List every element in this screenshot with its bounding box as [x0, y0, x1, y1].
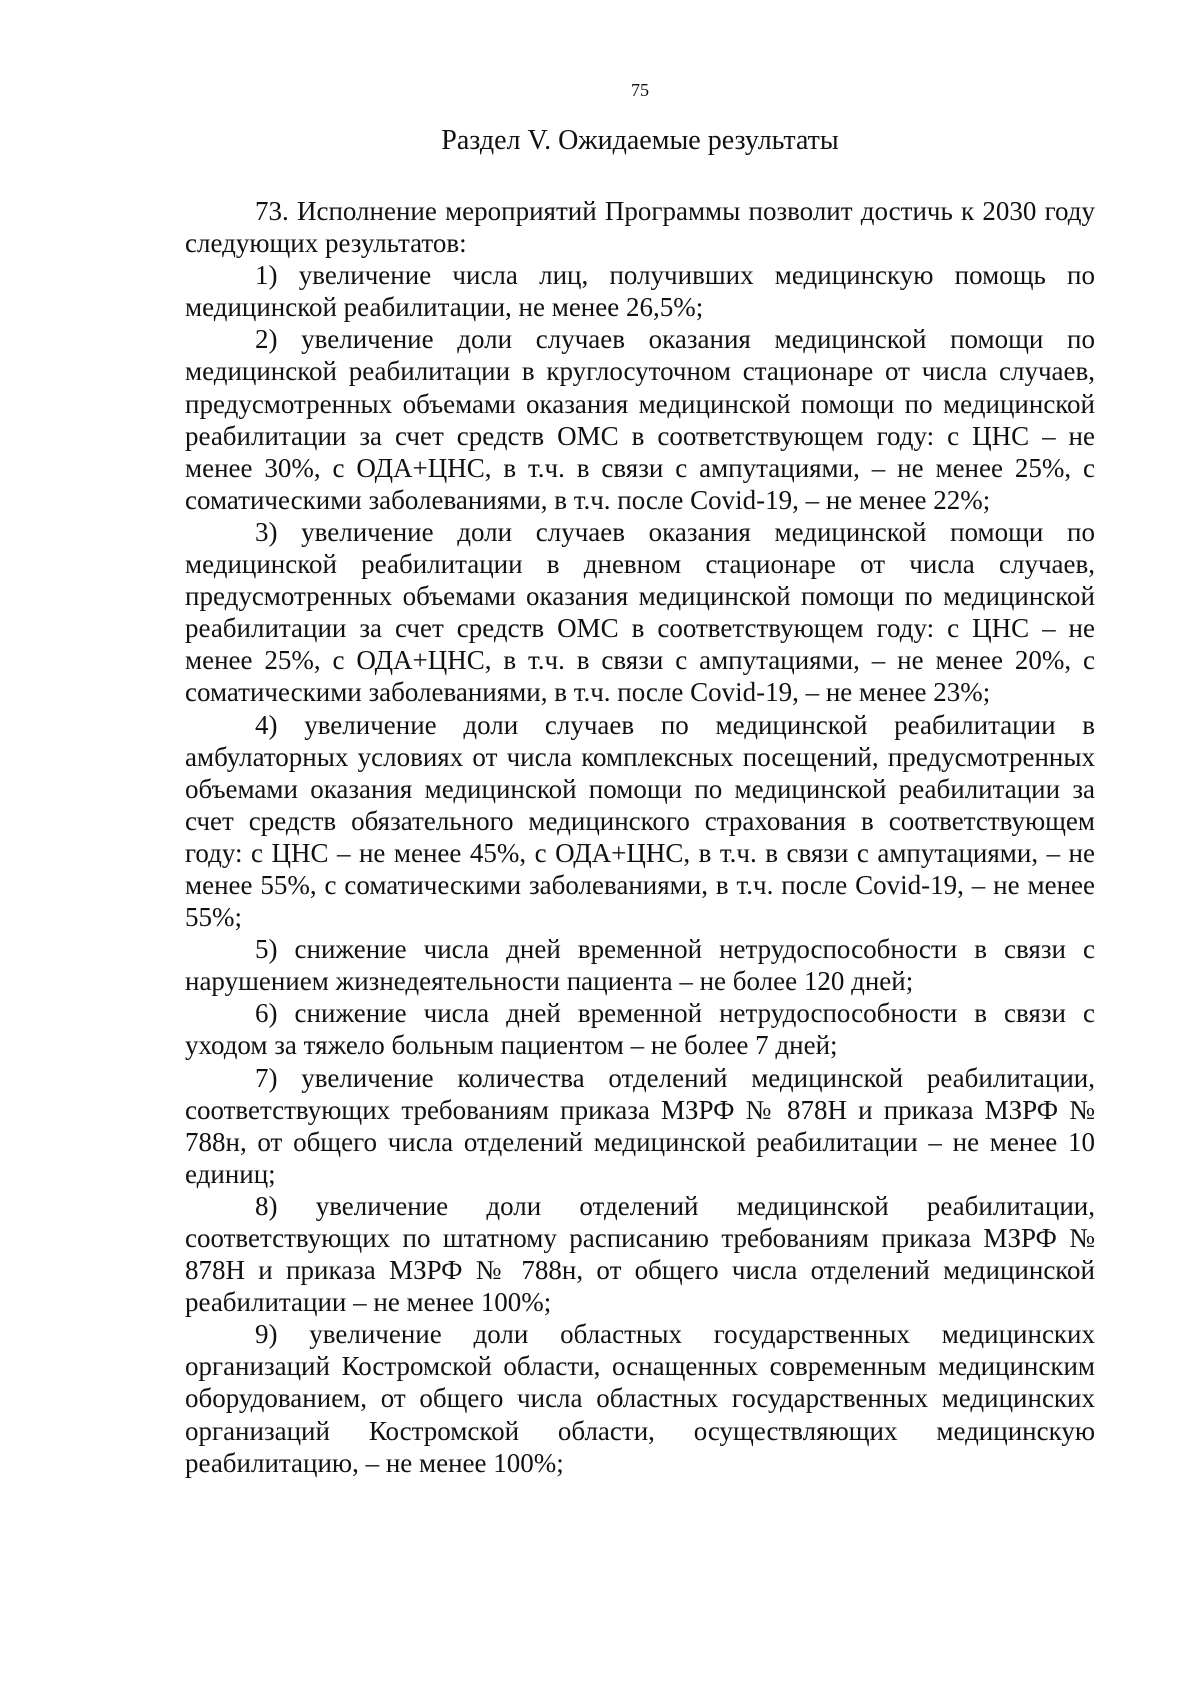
list-item-4: 4) увеличение доли случаев по медицинской реабилитации в амбулаторных условиях от числа комплексных посещений, предусмотренных объемами оказания медицинской помощи по медицинской реабилитации за счет средств обязательного медицинского страхования в соответствующем году: с ЦНС – не менее 45%, с ОДА+ЦНС, в т.ч. в связи с ампутациями, – не менее 55%, с соматическими заболеваниями, в т.ч. после Covid-19, – не менее 55%;: [185, 709, 1095, 933]
page-number: 75: [631, 80, 649, 100]
list-item-3: 3) увеличение доли случаев оказания медицинской помощи по медицинской реабилитации в дневном стационаре от числа случаев, предусмотренных объемами оказания медицинской помощи по медицинской реабилитации за счет средств ОМС в соответствующем году: с ЦНС – не менее 25%, с ОДА+ЦНС, в т.ч. в связи с ампутациями, – не менее 20%, с соматическими заболеваниями, в т.ч. после Covid-19, – не менее 23%;: [185, 516, 1095, 708]
list-item-1: 1) увеличение числа лиц, получивших медицинскую помощь по медицинской реабилитации, не менее 26,5%;: [185, 260, 1095, 323]
paragraph-73: 73. Исполнение мероприятий Программы позволит достичь к 2030 году следующих результатов:: [185, 196, 1095, 259]
list-item-7: 7) увеличение количества отделений медицинской реабилитации, соответствующих требованиям приказа МЗРФ № 878Н и приказа МЗРФ № 788н, от общего числа отделений медицинской реабилитации – не менее 10 единиц;: [185, 1062, 1095, 1189]
list-item-8: 8) увеличение доли отделений медицинской реабилитации, соответствующих по штатному расписанию требованиям приказа МЗРФ № 878Н и приказа МЗРФ № 788н, от общего числа отделений медицинской реабилитации – не менее 100%;: [185, 1190, 1095, 1318]
section-title: Раздел V. Ожидаемые результаты: [441, 125, 839, 156]
body-text: [185, 195, 1095, 1479]
list-item-2: 2) увеличение доли случаев оказания медицинской помощи по медицинской реабилитации в круглосуточном стационаре от числа случаев, предусмотренных объемами оказания медицинской помощи по медицинской реабилитации за счет средств ОМС в соответствующем году: с ЦНС – не менее 30%, с ОДА+ЦНС, в т.ч. в связи с ампутациями, – не менее 25%, с соматическими заболеваниями, в т.ч. после Covid-19, – не менее 22%;: [185, 324, 1095, 515]
list-item-9: 9) увеличение доли областных государственных медицинских организаций Костромской области, оснащенных современным медицинским оборудованием, от общего числа областных государственных медицинских организаций Костромской области, осуществляющих медицинскую реабилитацию, – не менее 100%;: [185, 1319, 1095, 1478]
list-item-5: 5) снижение числа дней временной нетрудоспособности в связи с нарушением жизнедеятельности пациента – не более 120 дней;: [185, 934, 1095, 997]
list-item-6: 6) снижение числа дней временной нетрудоспособности в связи с уходом за тяжело больным пациентом – не более 7 дней;: [185, 998, 1095, 1061]
